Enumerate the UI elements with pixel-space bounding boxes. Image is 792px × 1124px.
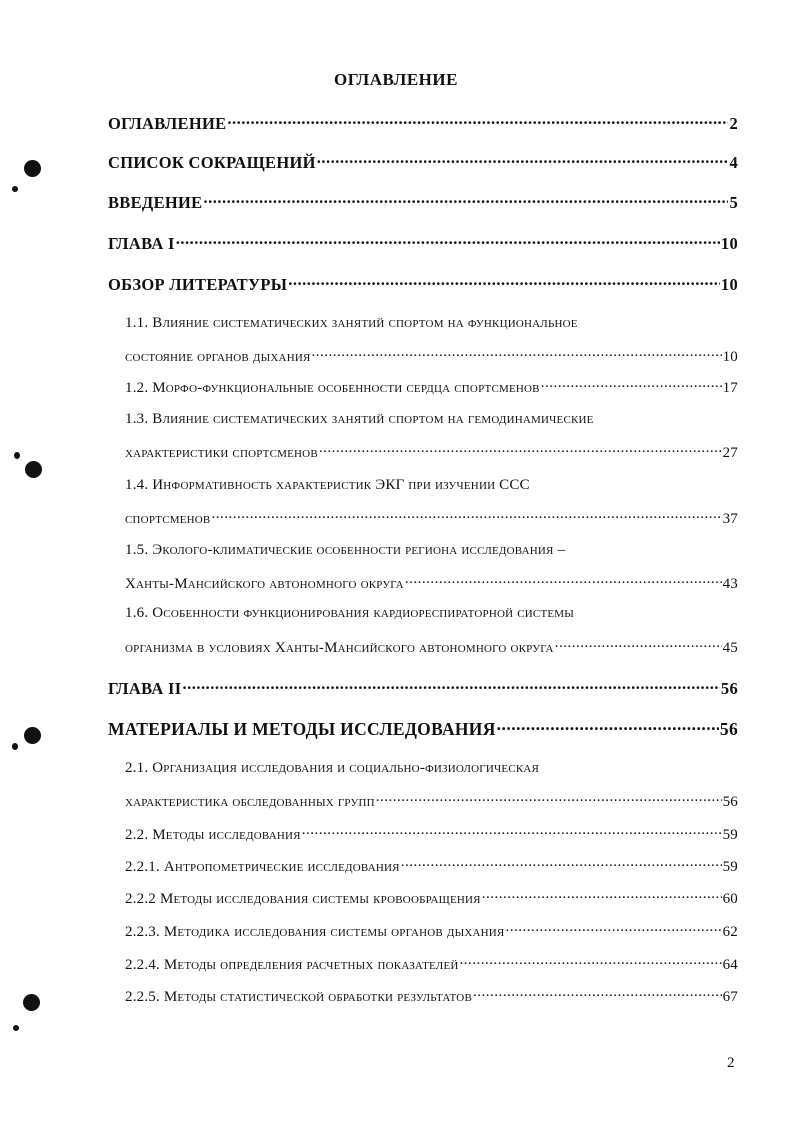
punch-hole-mark xyxy=(23,994,40,1011)
toc-entry-label: ГЛАВА I xyxy=(108,233,175,253)
dot-leader xyxy=(176,232,720,249)
toc-page-number: 10 xyxy=(720,233,738,253)
toc-entry-vvedenie[interactable] xyxy=(108,191,738,213)
toc-page-number: 17 xyxy=(722,380,738,396)
toc-entry-first-line: 1.3. Влияние систематических занятий спортом на гемодинамические xyxy=(125,411,594,427)
toc-entry-first-line: 1.1. Влияние систематических занятий спортом на функциональное xyxy=(125,315,578,331)
toc-entry-2-2-3[interactable] xyxy=(125,921,738,941)
toc-entry-label: ВВЕДЕНИЕ xyxy=(108,192,203,212)
toc-page-number: 56 xyxy=(722,794,738,810)
punch-hole-mark xyxy=(12,186,18,192)
toc-entry-label: 1.2. Морфо-функциональные особенности сердца спортсменов xyxy=(125,380,540,396)
toc-entry-1-3[interactable] xyxy=(125,442,738,462)
dot-leader xyxy=(482,888,722,903)
dot-leader xyxy=(319,442,722,457)
toc-entry-label: ОБЗОР ЛИТЕРАТУРЫ xyxy=(108,274,288,294)
toc-entry-label: характеристика обследованных групп xyxy=(125,794,375,810)
toc-entry-1-4[interactable] xyxy=(125,508,738,528)
toc-entry-label: 2.2.5. Методы статистической обработки результатов xyxy=(125,989,472,1005)
dot-leader xyxy=(203,191,728,208)
toc-entry-label: спортсменов xyxy=(125,511,211,527)
page-number: 2 xyxy=(727,1055,735,1071)
dot-leader xyxy=(401,856,722,871)
toc-entry-1-5[interactable] xyxy=(125,573,738,593)
dot-leader xyxy=(473,986,722,1001)
toc-entry-label: СПИСОК СОКРАЩЕНИЙ xyxy=(108,152,316,172)
punch-hole-mark xyxy=(13,1025,19,1031)
punch-hole-mark xyxy=(14,452,20,459)
punch-hole-mark xyxy=(25,461,42,478)
toc-entry-label: 2.2.1. Антропометрические исследования xyxy=(125,859,400,875)
toc-entry-label: организма в условиях Ханты-Мансийского автономного округа xyxy=(125,640,554,656)
dot-leader xyxy=(497,717,719,735)
toc-entry-spisok[interactable] xyxy=(108,151,738,173)
toc-entry-2-2-5[interactable] xyxy=(125,986,738,1006)
toc-page-number: 2 xyxy=(729,113,738,133)
toc-entry-first-line: 1.6. Особенности функционирования кардиореспираторной системы xyxy=(125,605,575,621)
dot-leader xyxy=(505,921,721,936)
toc-entry-label: 2.2.2 Методы исследования системы кровообращения xyxy=(125,891,481,907)
toc-entry-oglavlenie[interactable] xyxy=(108,112,738,134)
toc-entry-glava1[interactable] xyxy=(108,232,738,254)
toc-entry-label: характеристики спортсменов xyxy=(125,445,318,461)
punch-hole-mark xyxy=(24,727,41,744)
dot-leader xyxy=(541,377,722,392)
toc-entry-glava2[interactable] xyxy=(108,677,738,699)
toc-page-number: 10 xyxy=(722,349,738,365)
toc-page-number: 56 xyxy=(720,678,738,698)
dot-leader xyxy=(555,637,722,652)
dot-leader xyxy=(288,273,720,290)
toc-page-number: 60 xyxy=(722,891,738,907)
dot-leader xyxy=(460,954,722,969)
toc-page-number: 27 xyxy=(722,445,738,461)
toc-entry-2-2[interactable] xyxy=(125,824,738,844)
dot-leader xyxy=(182,677,719,694)
dot-leader xyxy=(302,824,722,839)
toc-page-number: 59 xyxy=(722,827,738,843)
toc-entry-2-2-1[interactable] xyxy=(125,856,738,876)
toc-entry-materialy[interactable] xyxy=(108,717,738,740)
toc-entry-2-1[interactable] xyxy=(125,791,738,811)
toc-page-number: 5 xyxy=(729,192,738,212)
toc-entry-1-6[interactable] xyxy=(125,637,738,657)
toc-page-number: 37 xyxy=(722,511,738,527)
toc-entry-2-2-4[interactable] xyxy=(125,954,738,974)
dot-leader xyxy=(227,112,728,129)
toc-page-number: 67 xyxy=(722,989,738,1005)
toc-entry-label: ОГЛАВЛЕНИЕ xyxy=(108,113,227,133)
toc-entry-label: 2.2.3. Методика исследования системы органов дыхания xyxy=(125,924,505,940)
toc-entry-first-line: 1.4. Информативность характеристик ЭКГ при изучении ССС xyxy=(125,477,530,493)
toc-entry-label: 2.2. Методы исследования xyxy=(125,827,301,843)
toc-entry-label: 2.2.4. Методы определения расчетных показателей xyxy=(125,957,459,973)
toc-entry-label: МАТЕРИАЛЫ И МЕТОДЫ ИССЛЕДОВАНИЯ xyxy=(108,718,496,739)
dot-leader xyxy=(317,151,729,168)
toc-page-number: 45 xyxy=(722,640,738,656)
toc-entry-label: состояние органов дыхания xyxy=(125,349,311,365)
toc-entry-obzor[interactable] xyxy=(108,273,738,295)
toc-page-number: 4 xyxy=(729,152,738,172)
punch-hole-mark xyxy=(24,160,41,177)
dot-leader xyxy=(312,346,722,361)
toc-page-number: 62 xyxy=(722,924,738,940)
toc-entry-label: Ханты-Мансийского автономного округа xyxy=(125,576,404,592)
punch-hole-mark xyxy=(12,743,18,750)
page-title: ОГЛАВЛЕНИЕ xyxy=(334,70,458,89)
toc-page-number: 10 xyxy=(720,274,738,294)
toc-entry-2-2-2[interactable] xyxy=(125,888,738,908)
toc-entry-1-1[interactable] xyxy=(125,346,738,366)
toc-page-number: 56 xyxy=(719,718,738,739)
toc-page-number: 64 xyxy=(722,957,738,973)
toc-entry-label: ГЛАВА II xyxy=(108,678,182,698)
toc-page-number: 43 xyxy=(722,576,738,592)
dot-leader xyxy=(376,791,722,806)
dot-leader xyxy=(211,508,721,523)
toc-entry-first-line: 1.5. Эколого-климатические особенности региона исследования – xyxy=(125,542,566,558)
toc-page-number: 59 xyxy=(722,859,738,875)
toc-entry-first-line: 2.1. Организация исследования и социально-физиологическая xyxy=(125,760,540,776)
dot-leader xyxy=(405,573,722,588)
toc-entry-1-2[interactable] xyxy=(125,377,738,397)
